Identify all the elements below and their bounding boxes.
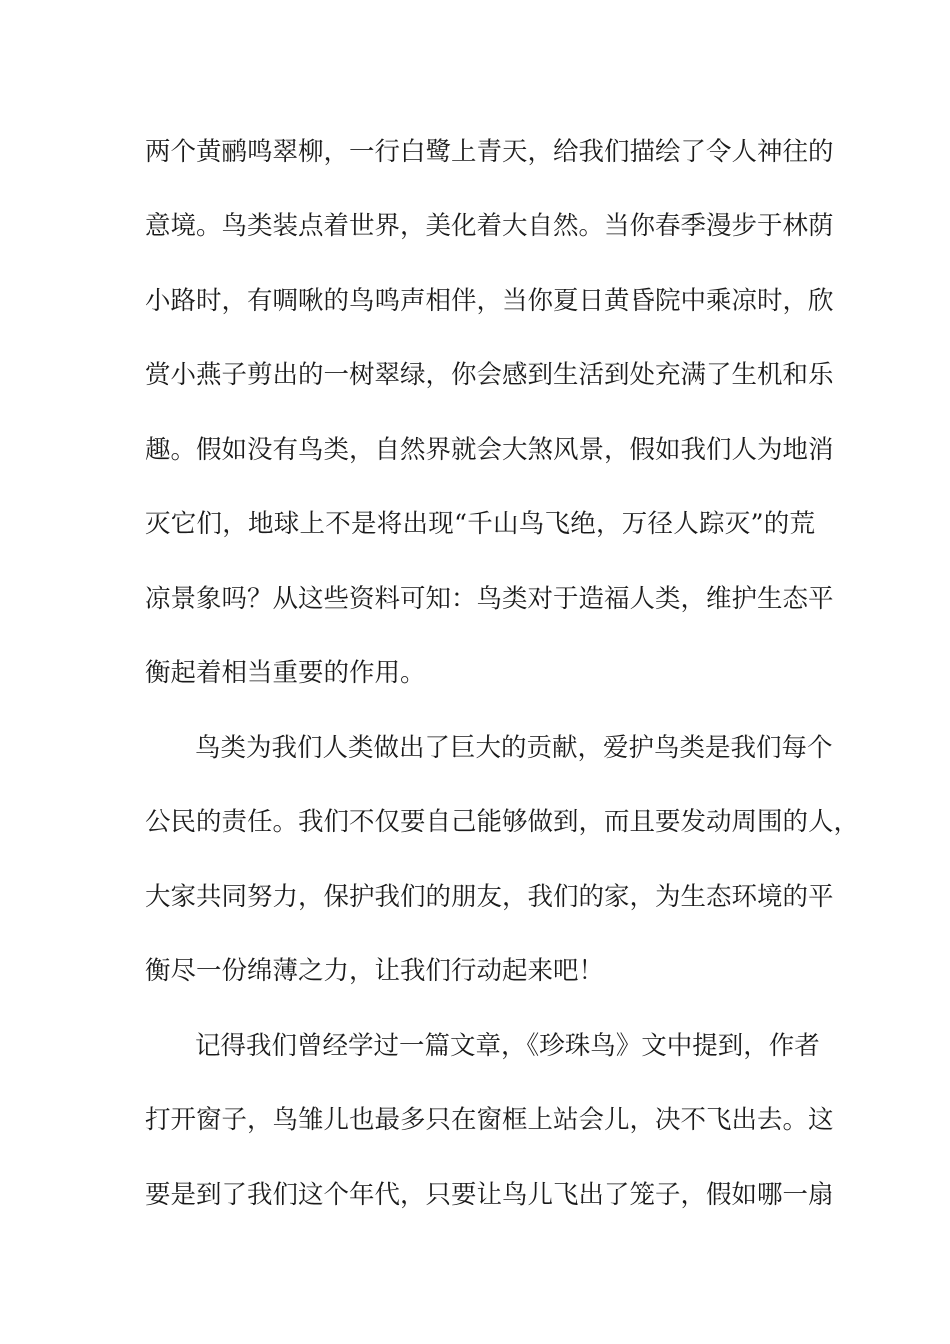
text-line-8: 衡起着相当重要的作用。 [145, 658, 426, 688]
text-line-4: 赏小燕子剪出的一树翠绿，你会感到生活到处充满了生机和乐 [145, 360, 834, 390]
text-line-7: 凉景象吗？从这些资料可知：鸟类对于造福人类，维护生态平 [145, 584, 834, 614]
text-line-2: 意境。鸟类装点着世界，美化着大自然。当你春季漫步于林荫 [145, 211, 834, 241]
text-line-11: 大家共同努力，保护我们的朋友，我们的家，为生态环境的平 [145, 882, 834, 912]
text-line-1: 两个黄鹂鸣翠柳，一行白鹭上青天，给我们描绘了令人神往的 [145, 137, 834, 167]
text-line-14: 打开窗子，鸟雏儿也最多只在窗框上站会儿，决不飞出去。这 [145, 1105, 834, 1135]
text-line-5: 趣。假如没有鸟类，自然界就会大煞风景，假如我们人为地消 [145, 435, 834, 465]
text-line-15: 要是到了我们这个年代，只要让鸟儿飞出了笼子，假如哪一扇 [145, 1180, 834, 1210]
text-line-12: 衡尽一份绵薄之力，让我们行动起来吧！ [145, 956, 605, 986]
text-line-3: 小路时，有啁啾的鸟鸣声相伴，当你夏日黄昏院中乘凉时，欣 [145, 286, 834, 316]
text-line-10: 公民的责任。我们不仅要自己能够做到，而且要发动周围的人， [145, 807, 860, 837]
text-line-6: 灭它们，地球上不是将出现“千山鸟飞绝，万径人踪灭”的荒 [145, 509, 815, 539]
text-line-9: 鸟类为我们人类做出了巨大的贡献，爱护鸟类是我们每个 [195, 733, 833, 763]
text-line-13: 记得我们曾经学过一篇文章，《珍珠鸟》文中提到，作者 [195, 1031, 820, 1061]
